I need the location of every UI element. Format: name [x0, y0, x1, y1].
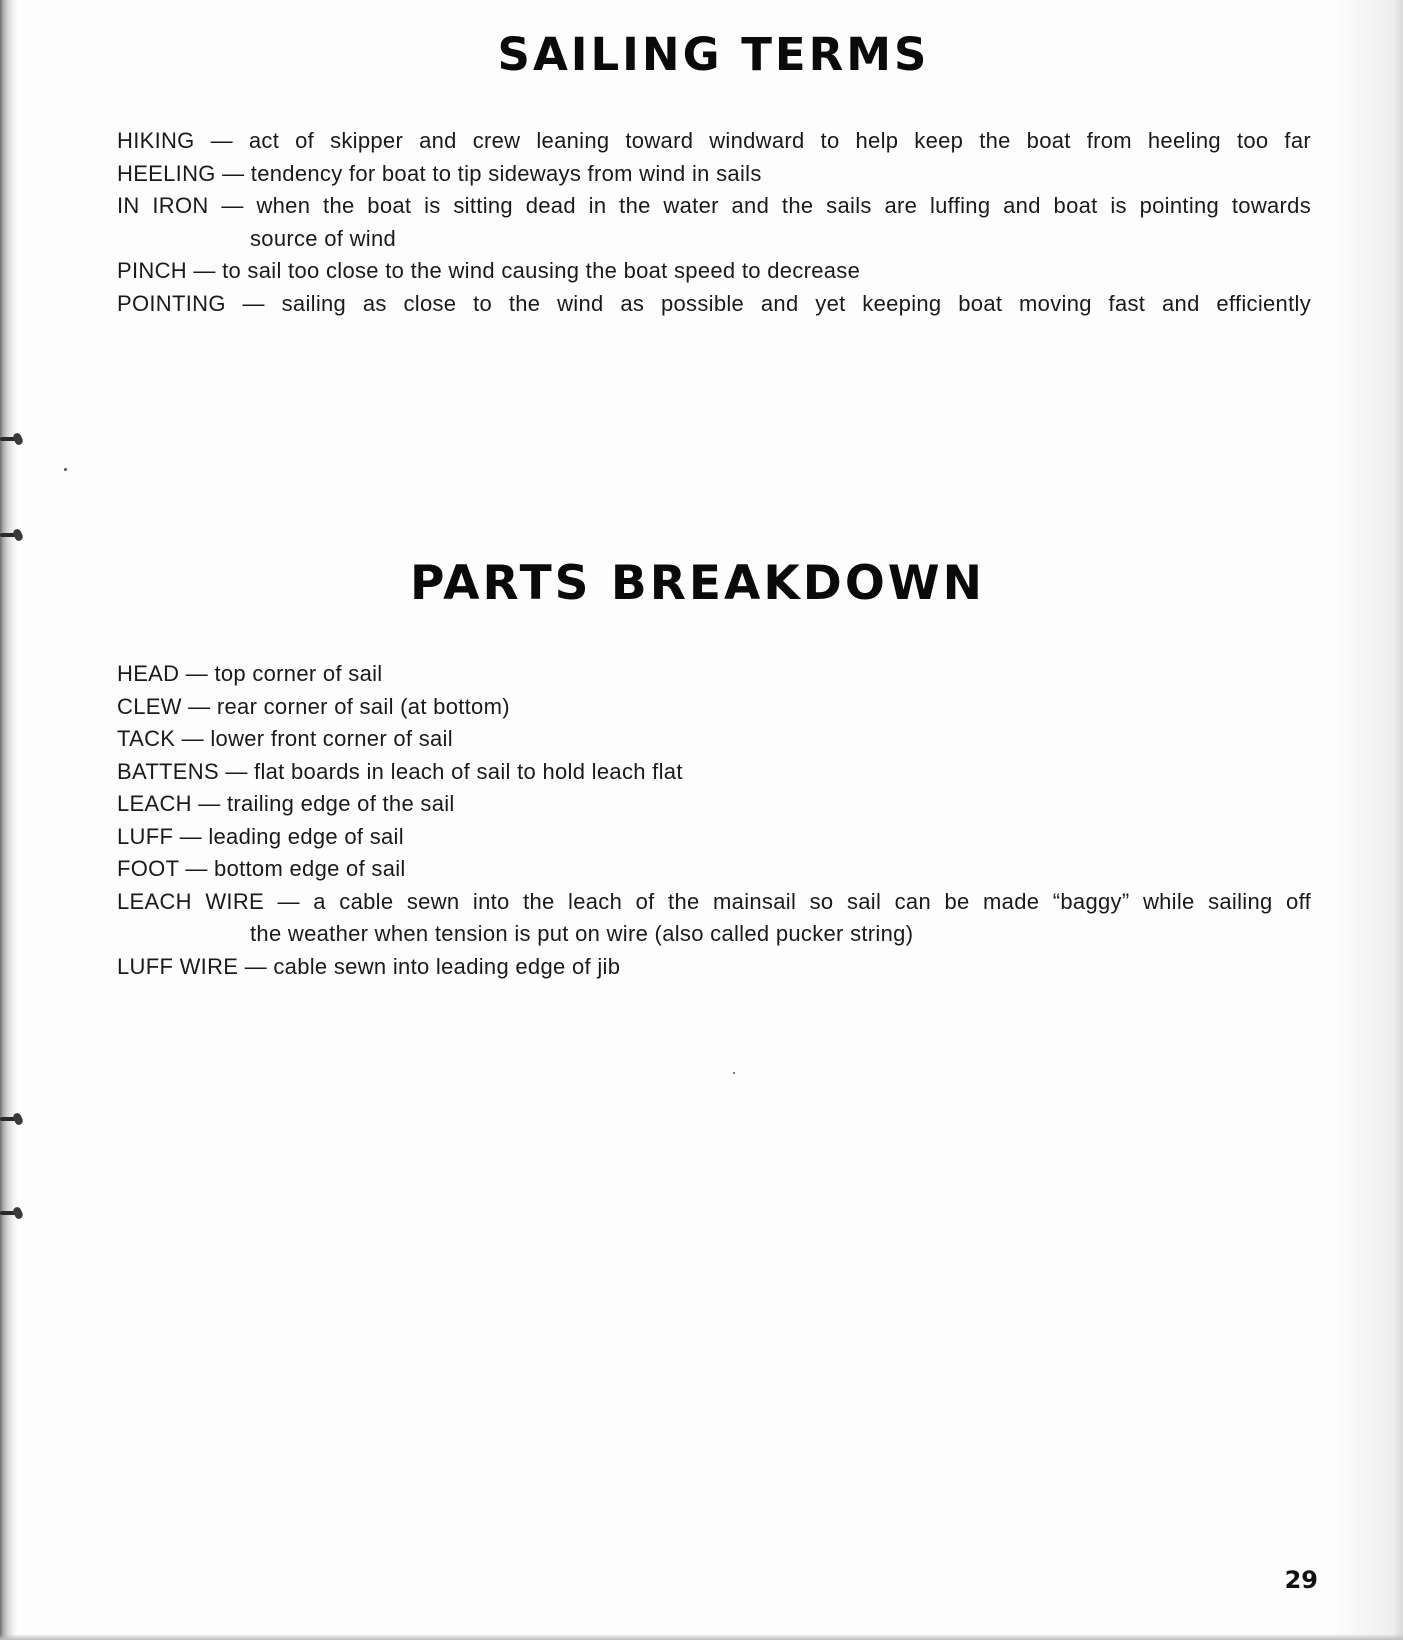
- term-entry: [117, 853, 1311, 886]
- section-title-parts-breakdown: PARTS BREAKDOWN: [410, 556, 985, 611]
- term-text: LUFF — leading edge of sail: [117, 823, 404, 849]
- page-edge-shadow: [0, 1634, 1403, 1640]
- term-text: LEACH — trailing edge of the sail: [117, 791, 455, 816]
- term-entry: [117, 125, 1311, 158]
- term-entry: [117, 691, 1311, 724]
- term-continuation: the weather when tension is put on wire (also called pucker string): [250, 921, 914, 946]
- page-number: 29: [1284, 1566, 1318, 1594]
- section-title-sailing-terms: SAILING TERMS: [497, 28, 930, 81]
- term-entry: [117, 756, 1311, 789]
- parts-breakdown-list: [117, 658, 1311, 983]
- term-entry: [117, 951, 1311, 984]
- term-entry: [117, 255, 1311, 288]
- term-text: TACK — lower front corner of sail: [117, 726, 453, 751]
- term-continuation: source of wind: [250, 225, 397, 251]
- term-text: FOOT — bottom edge of sail: [117, 856, 406, 881]
- term-entry: [117, 821, 1311, 854]
- staple-icon: [0, 432, 26, 446]
- staple-icon: [0, 528, 26, 542]
- staple-icon: [0, 1206, 26, 1220]
- term-entry: [117, 723, 1311, 756]
- term-text: HEAD — top corner of sail: [117, 661, 383, 686]
- binding-edge: [0, 0, 18, 1640]
- term-text: HIKING — act of skipper and crew leaning toward windward to help keep the boat from heeling too far: [117, 128, 1311, 153]
- sailing-terms-list: [117, 125, 1311, 320]
- term-text: PINCH — to sail too close to the wind causing the boat speed to decrease: [117, 258, 861, 283]
- term-entry: [117, 288, 1311, 321]
- paper-speck: [733, 1072, 735, 1074]
- term-text: BATTENS — flat boards in leach of sail to hold leach flat: [117, 758, 683, 784]
- term-text: CLEW — rear corner of sail (at bottom): [117, 693, 510, 719]
- term-entry: [117, 886, 1311, 951]
- page-edge-shadow: [1333, 0, 1403, 1640]
- term-entry: [117, 158, 1311, 191]
- term-entry: [117, 658, 1311, 691]
- term-entry: [117, 788, 1311, 821]
- term-text: LUFF WIRE — cable sewn into leading edge of jib: [117, 953, 621, 979]
- paper-speck: [64, 468, 67, 471]
- term-text: POINTING — sailing as close to the wind as possible and yet keeping boat moving fast and efficiently: [117, 290, 1311, 316]
- term-entry: [117, 190, 1311, 255]
- staple-icon: [0, 1112, 26, 1126]
- term-text: HEELING — tendency for boat to tip sideways from wind in sails: [117, 160, 762, 186]
- term-text: LEACH WIRE — a cable sewn into the leach of the mainsail so sail can be made “baggy” while sailing off: [117, 888, 1311, 914]
- term-text: IN IRON — when the boat is sitting dead in the water and the sails are luffing and boat is pointing towards: [117, 193, 1311, 218]
